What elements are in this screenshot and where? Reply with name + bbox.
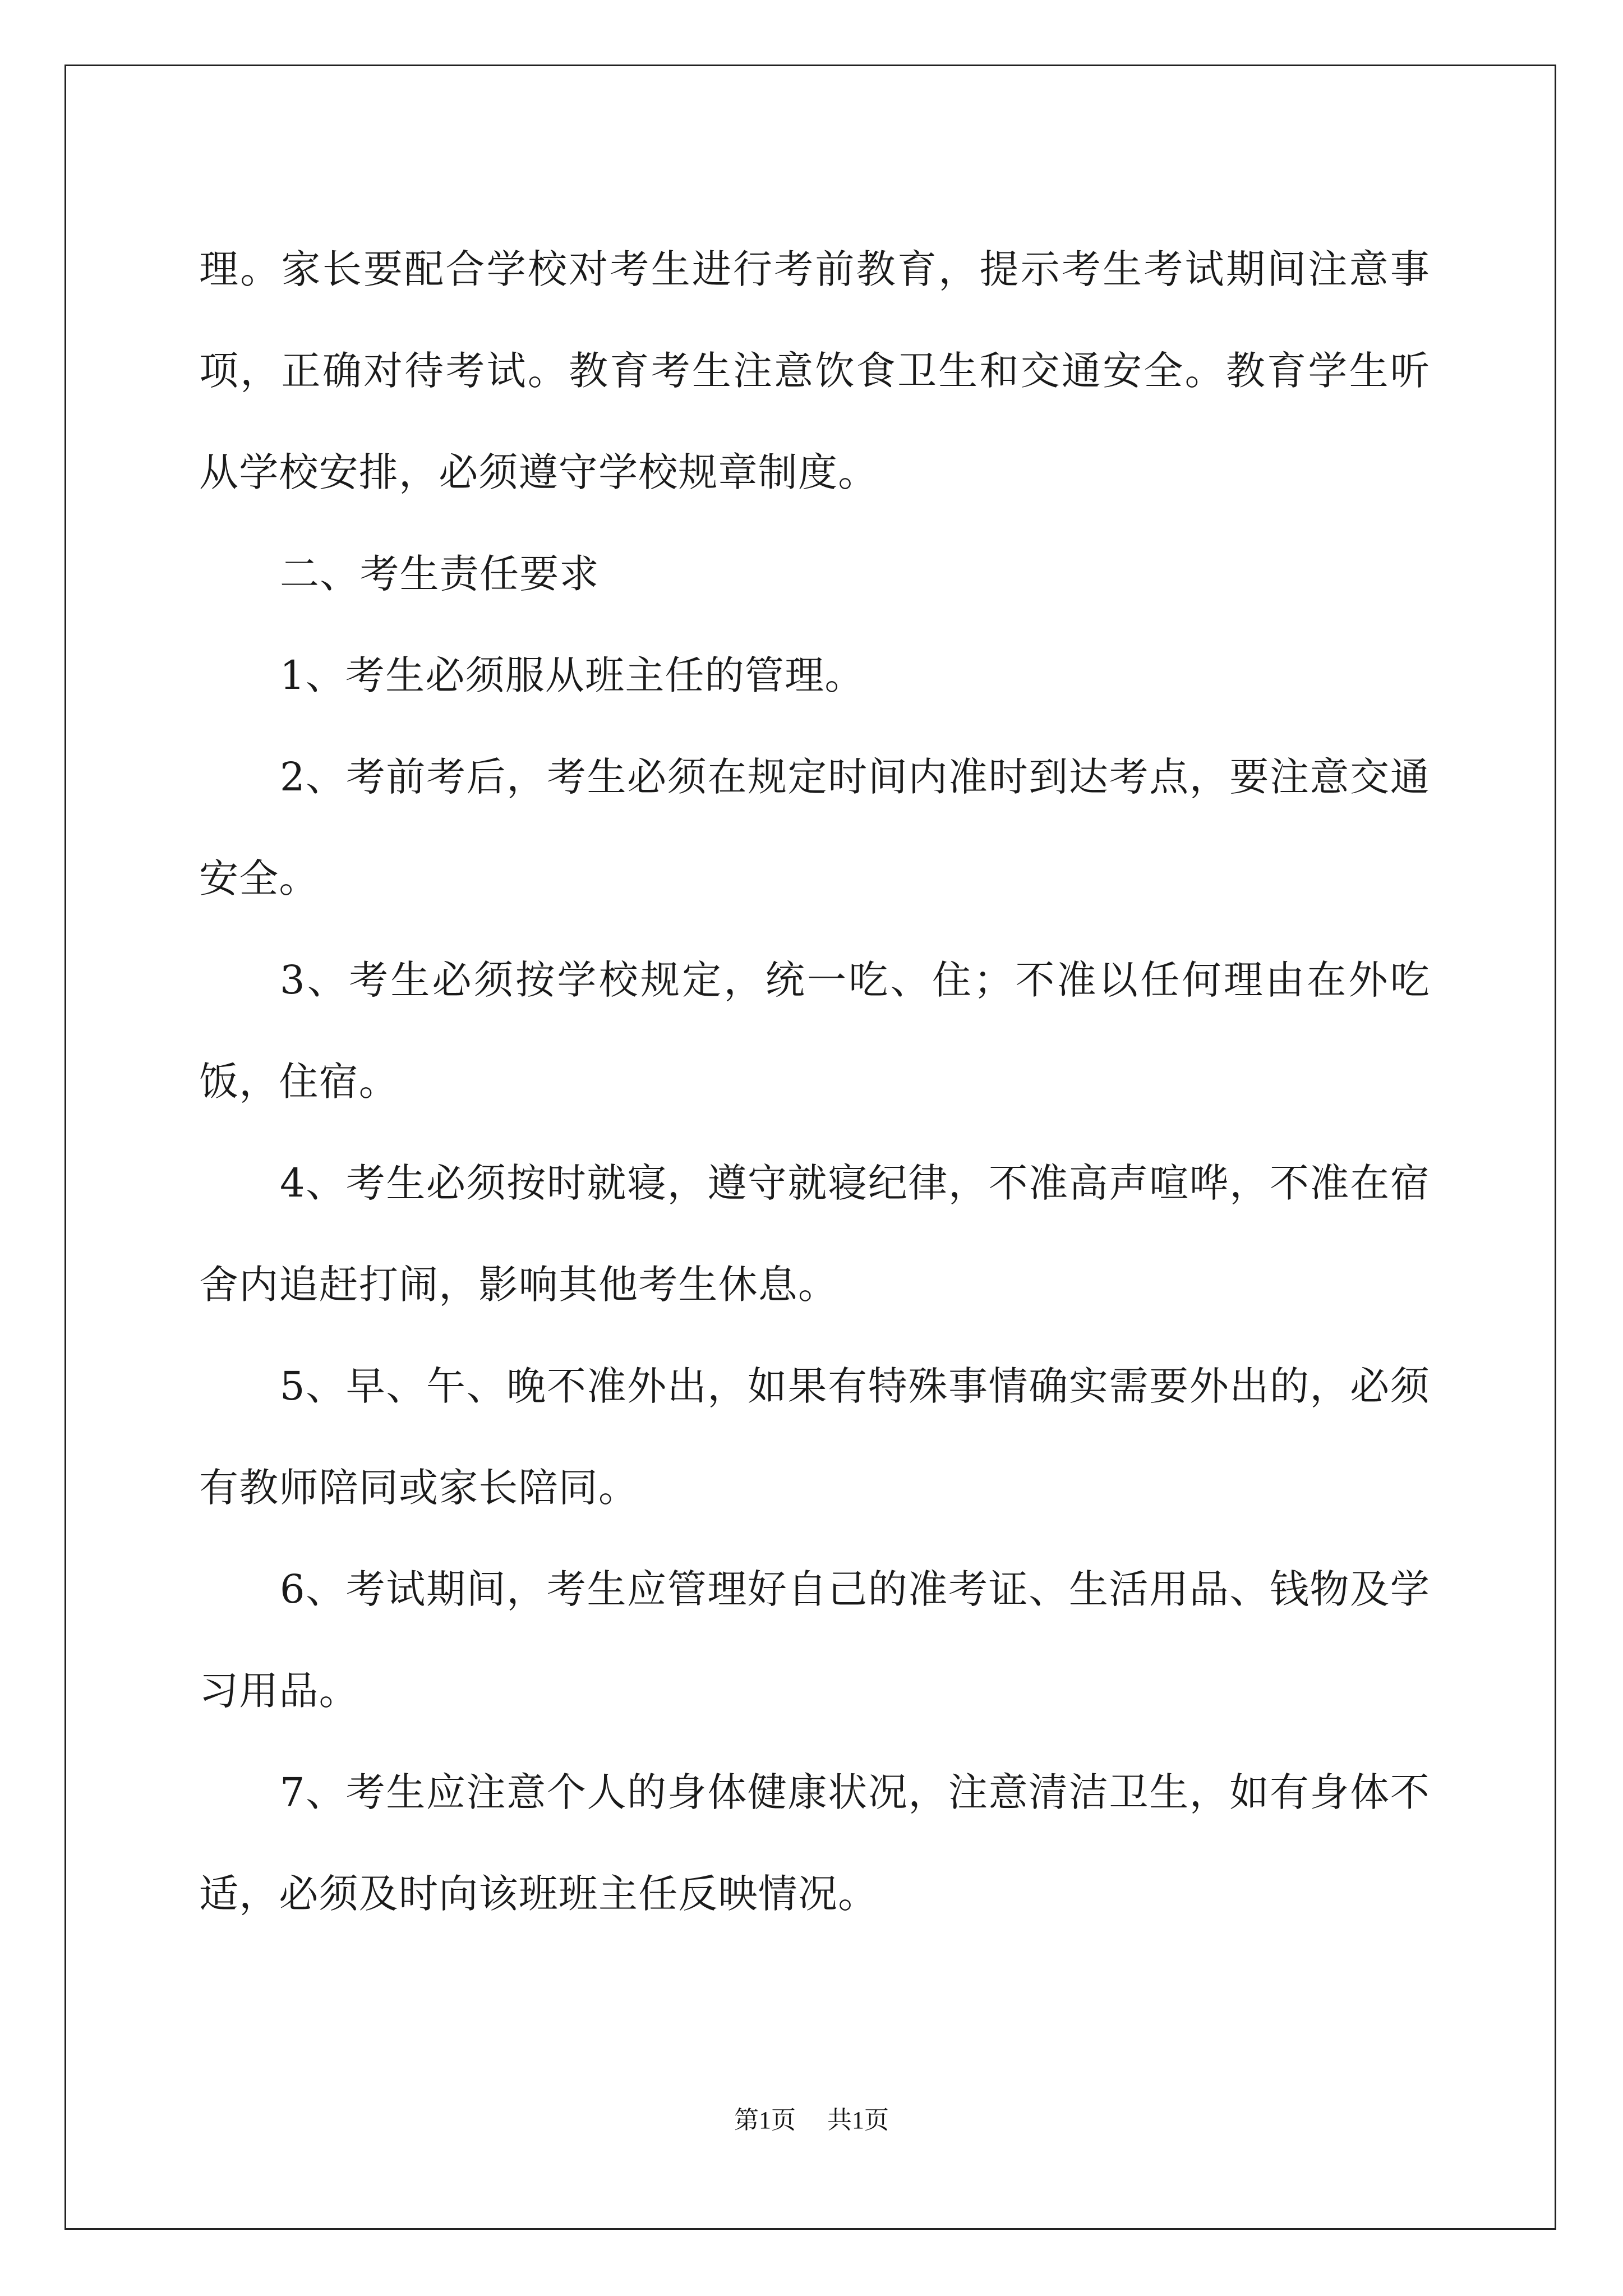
list-item: 1、考生必须服从班主任的管理。 xyxy=(280,652,865,698)
page-footer xyxy=(0,2104,1623,2137)
list-item: 3、考生必须按学校规定，统一吃、住；不准以任何理由在外吃饭，住宿。 xyxy=(199,957,1430,1105)
list-item: 2、考前考后，考生必须在规定时间内准时到达考点，要注意交通安全。 xyxy=(199,754,1430,901)
document-body xyxy=(199,219,1430,1945)
list-item: 7、考生应注意个人的身体健康状况，注意清洁卫生，如有身体不适，必须及时向该班班主任反映情况。 xyxy=(199,1769,1430,1917)
paragraph-continuation: 理。家长要配合学校对考生进行考前教育，提示考生考试期间注意事项，正确对待考试。教育考生注意饮食卫生和交通安全。教育学生听从学校安排，必须遵守学校规章制度。 xyxy=(199,246,1430,495)
list-item: 4、考生必须按时就寝，遵守就寝纪律，不准高声喧哗，不准在宿舍内追赶打闹，影响其他考生休息。 xyxy=(199,1160,1430,1308)
section-heading: 二、考生责任要求 xyxy=(280,551,600,597)
page-number-total: 共1页 xyxy=(827,2106,889,2134)
list-item: 6、考试期间，考生应管理好自己的准考证、生活用品、钱物及学习用品。 xyxy=(199,1566,1430,1714)
list-item: 5、早、午、晚不准外出，如果有特殊事情确实需要外出的，必须有教师陪同或家长陪同。 xyxy=(199,1363,1430,1511)
page-number-current: 第1页 xyxy=(734,2106,796,2134)
